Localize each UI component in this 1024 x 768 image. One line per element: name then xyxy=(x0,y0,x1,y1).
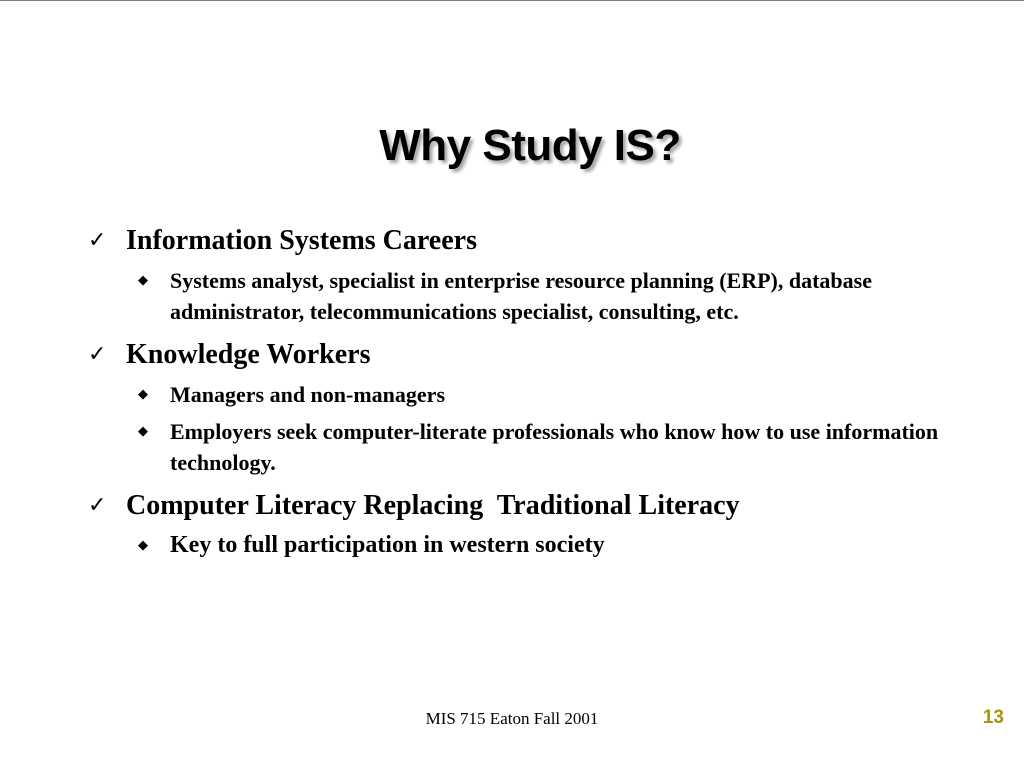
slide-footer: MIS 715 Eaton Fall 2001 xyxy=(425,709,599,728)
bullet-item xyxy=(88,223,968,259)
sub-bullet-text: Managers and non-managers xyxy=(170,382,446,407)
sub-bullet-item xyxy=(132,379,968,410)
sub-bullet-text: Key to full participation in western society xyxy=(170,532,605,558)
sub-bullet-item xyxy=(132,416,968,478)
diamond-bullet-icon: ◆ xyxy=(138,387,148,402)
diamond-bullet-icon: ◆ xyxy=(138,538,148,553)
sub-bullet-list xyxy=(132,265,968,327)
sub-bullet-item xyxy=(132,265,968,327)
sub-bullet-text: Employers seek computer-literate professionals who know how to use information technology. xyxy=(170,419,939,475)
diamond-bullet-icon: ◆ xyxy=(138,273,148,288)
sub-bullet-text: Systems analyst, specialist in enterprise resource planning (ERP), database administrator, telecommunications specialist, consulting, etc. xyxy=(170,268,872,324)
checkmark-icon: ✓ xyxy=(88,342,107,367)
checkmark-icon: ✓ xyxy=(88,228,107,253)
diamond-bullet-icon: ◆ xyxy=(138,424,148,439)
sub-bullet-list xyxy=(132,530,968,561)
bullet-list xyxy=(88,223,968,571)
sub-bullet-list xyxy=(132,379,968,478)
bullet-text: Computer Literacy Replacing Traditional Literacy xyxy=(126,490,740,521)
checkmark-icon: ✓ xyxy=(88,493,107,518)
bullet-item xyxy=(88,337,968,373)
sub-bullet-item xyxy=(132,530,968,561)
page-number: 13 xyxy=(982,707,1004,728)
bullet-item xyxy=(88,488,968,524)
bullet-text: Information Systems Careers xyxy=(126,225,477,256)
slide-title: Why Study IS? xyxy=(379,121,681,170)
bullet-text: Knowledge Workers xyxy=(126,339,371,370)
